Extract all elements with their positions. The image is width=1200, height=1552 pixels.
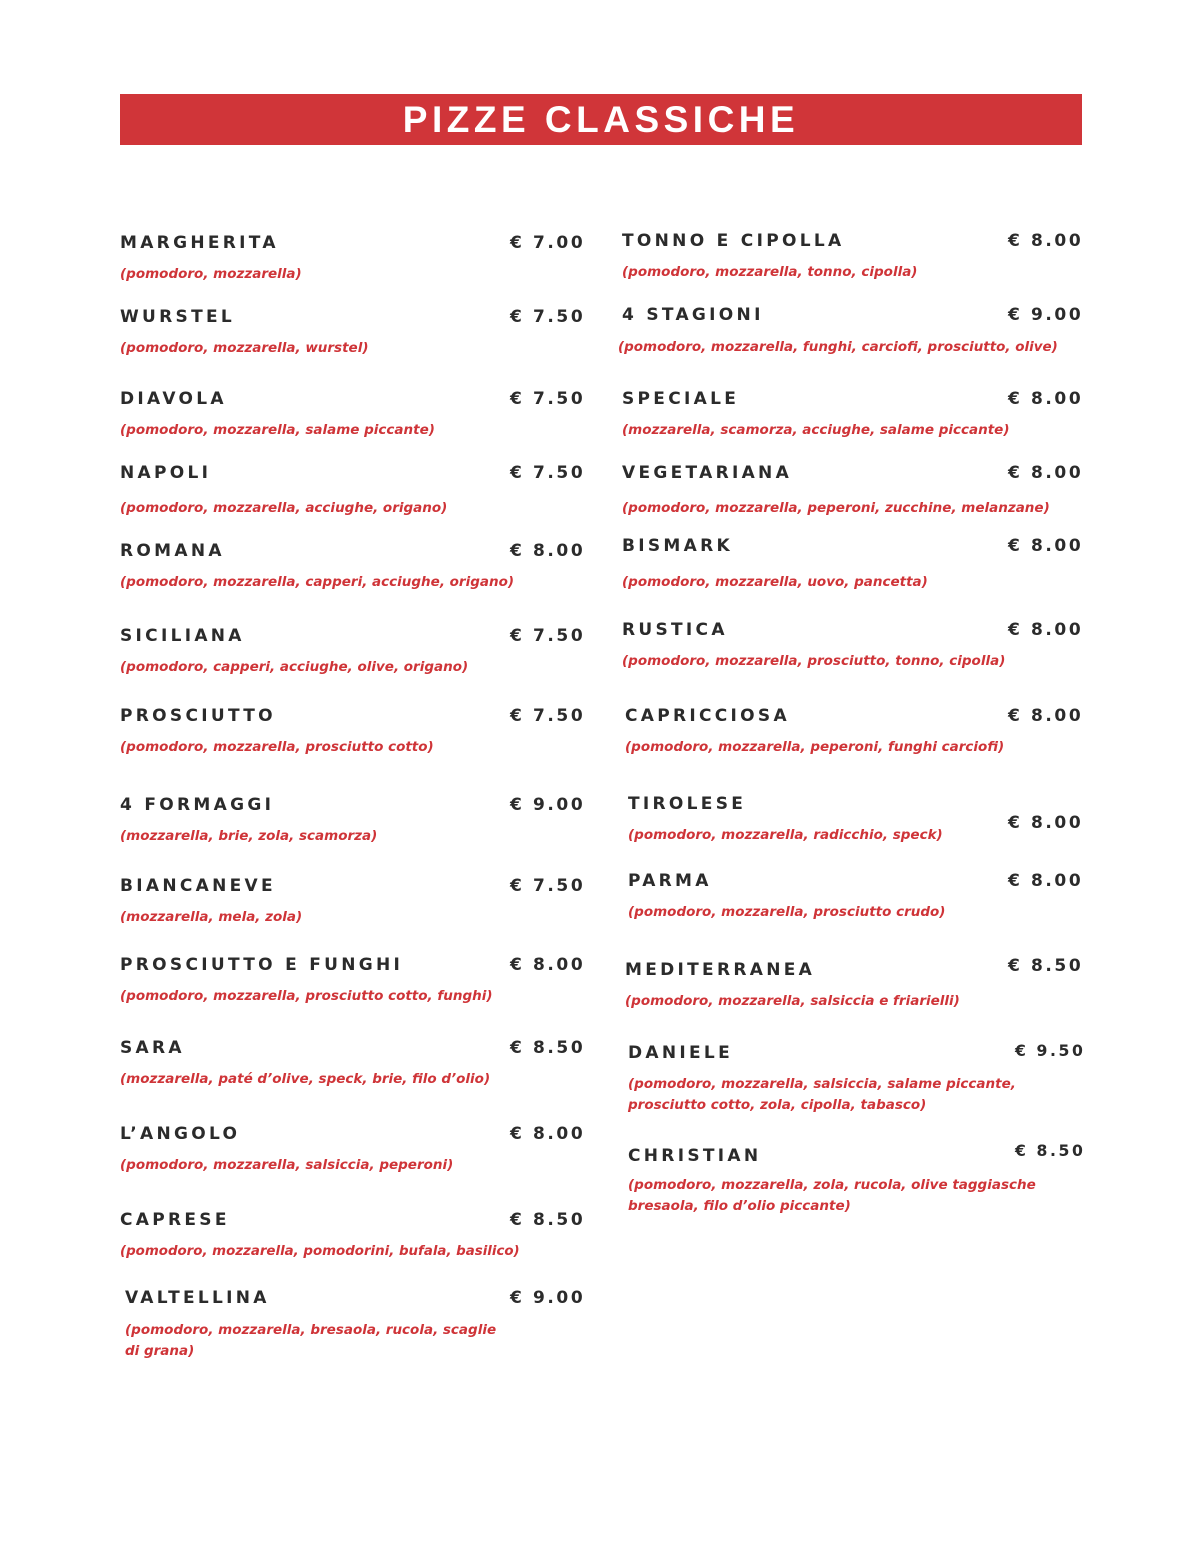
item-price: € 8.00 xyxy=(1008,463,1084,483)
item-price: € 7.50 xyxy=(510,706,586,726)
item-description: (pomodoro, capperi, acciughe, olive, origano) xyxy=(120,659,469,675)
item-description: (pomodoro, mozzarella, salame piccante) xyxy=(120,422,435,438)
item-name: WURSTEL xyxy=(120,307,236,327)
item-name: L’ANGOLO xyxy=(120,1124,241,1144)
item-price: € 8.50 xyxy=(510,1210,586,1230)
item-price: € 8.00 xyxy=(1008,389,1084,409)
item-description: (pomodoro, mozzarella, pomodorini, bufala, basilico) xyxy=(120,1244,520,1259)
item-description: (pomodoro, mozzarella, bresaola, rucola, scaglie di grana) xyxy=(125,1322,497,1359)
item-name: SARA xyxy=(120,1038,185,1058)
item-price: € 9.00 xyxy=(510,1288,586,1308)
item-price: € 7.00 xyxy=(510,233,586,253)
item-name: TONNO E CIPOLLA xyxy=(622,231,845,251)
item-price: € 7.50 xyxy=(510,389,586,409)
item-price: € 8.00 xyxy=(510,541,586,561)
item-name: VALTELLINA xyxy=(125,1288,270,1308)
item-price: € 9.50 xyxy=(1015,1041,1086,1060)
item-description: (pomodoro, mozzarella, prosciutto cotto, funghi) xyxy=(120,988,493,1004)
item-description: (pomodoro, mozzarella, salsiccia, peperoni) xyxy=(120,1157,454,1173)
item-price: € 9.00 xyxy=(1008,305,1084,325)
item-name: SICILIANA xyxy=(120,626,245,646)
item-price: € 9.00 xyxy=(510,795,586,815)
item-price: € 8.00 xyxy=(510,955,586,975)
item-description: (mozzarella, mela, zola) xyxy=(120,909,303,925)
item-name: MEDITERRANEA xyxy=(625,960,816,980)
item-price: € 8.00 xyxy=(1008,620,1084,640)
item-price: € 8.00 xyxy=(1008,706,1084,726)
item-description: (pomodoro, mozzarella, zola, rucola, olive taggiasche bresaola, filo d’olio piccante) xyxy=(628,1177,1036,1214)
item-description: (pomodoro, mozzarella, prosciutto, tonno, cipolla) xyxy=(622,653,1006,669)
item-description: (pomodoro, mozzarella, peperoni, zucchine, melanzane) xyxy=(622,500,1050,516)
item-price: € 8.50 xyxy=(1015,1141,1086,1160)
item-name: 4 FORMAGGI xyxy=(120,795,275,815)
item-name: BISMARK xyxy=(622,536,733,556)
item-price: € 8.50 xyxy=(510,1038,586,1058)
item-price: € 8.00 xyxy=(510,1124,586,1144)
item-description: (mozzarella, brie, zola, scamorza) xyxy=(120,828,378,844)
item-price: € 7.50 xyxy=(510,876,586,896)
item-description: (pomodoro, mozzarella, tonno, cipolla) xyxy=(622,264,918,280)
item-name: DANIELE xyxy=(628,1043,733,1063)
item-description: (pomodoro, mozzarella, prosciutto crudo) xyxy=(628,904,946,920)
item-name: DIAVOLA xyxy=(120,389,227,409)
item-description: (mozzarella, scamorza, acciughe, salame piccante) xyxy=(622,422,1010,438)
item-price: € 8.00 xyxy=(1008,871,1084,891)
item-name: CHRISTIAN xyxy=(628,1146,762,1166)
item-name: BIANCANEVE xyxy=(120,876,276,896)
item-price: € 7.50 xyxy=(510,463,586,483)
item-name: SPECIALE xyxy=(622,389,740,409)
item-name: VEGETARIANA xyxy=(622,463,793,483)
item-price: € 8.00 xyxy=(1008,231,1084,251)
item-description: (pomodoro, mozzarella) xyxy=(120,266,302,282)
title-banner xyxy=(120,94,1082,145)
item-name: 4 STAGIONI xyxy=(622,305,764,325)
item-price: € 8.50 xyxy=(1008,956,1084,976)
item-description: (mozzarella, paté d’olive, speck, brie, filo d’olio) xyxy=(120,1071,491,1087)
item-price: € 7.50 xyxy=(510,307,586,327)
item-description: (pomodoro, mozzarella, prosciutto cotto) xyxy=(120,739,434,755)
item-name: PROSCIUTTO E FUNGHI xyxy=(120,955,404,975)
item-description: (pomodoro, mozzarella, salsiccia, salame piccante, prosciutto cotto, zola, cipolla, tabasco) xyxy=(628,1076,1016,1113)
item-description: (pomodoro, mozzarella, wurstel) xyxy=(120,340,369,356)
item-description: (pomodoro, mozzarella, acciughe, origano) xyxy=(120,500,448,516)
item-name: NAPOLI xyxy=(120,463,212,483)
item-name: PARMA xyxy=(628,871,712,891)
page-title: PIZZE CLASSICHE xyxy=(402,99,800,140)
item-description: (pomodoro, mozzarella, capperi, acciughe, origano) xyxy=(120,574,515,590)
item-description: (pomodoro, mozzarella, radicchio, speck) xyxy=(628,827,943,843)
item-price: € 8.00 xyxy=(1008,813,1084,833)
item-description: (pomodoro, mozzarella, salsiccia e friarielli) xyxy=(625,993,960,1009)
item-price: € 7.50 xyxy=(510,626,586,646)
item-name: TIROLESE xyxy=(628,794,747,814)
item-name: RUSTICA xyxy=(622,620,728,640)
item-name: CAPRICCIOSA xyxy=(625,706,790,726)
item-name: MARGHERITA xyxy=(120,233,279,253)
item-description: (pomodoro, mozzarella, funghi, carciofi, prosciutto, olive) xyxy=(618,339,1058,355)
item-name: ROMANA xyxy=(120,541,225,561)
item-price: € 8.00 xyxy=(1008,536,1084,556)
item-name: CAPRESE xyxy=(120,1210,230,1230)
item-description: (pomodoro, mozzarella, uovo, pancetta) xyxy=(622,574,928,590)
item-name: PROSCIUTTO xyxy=(120,706,276,726)
item-description: (pomodoro, mozzarella, peperoni, funghi carciofi) xyxy=(625,739,1005,755)
